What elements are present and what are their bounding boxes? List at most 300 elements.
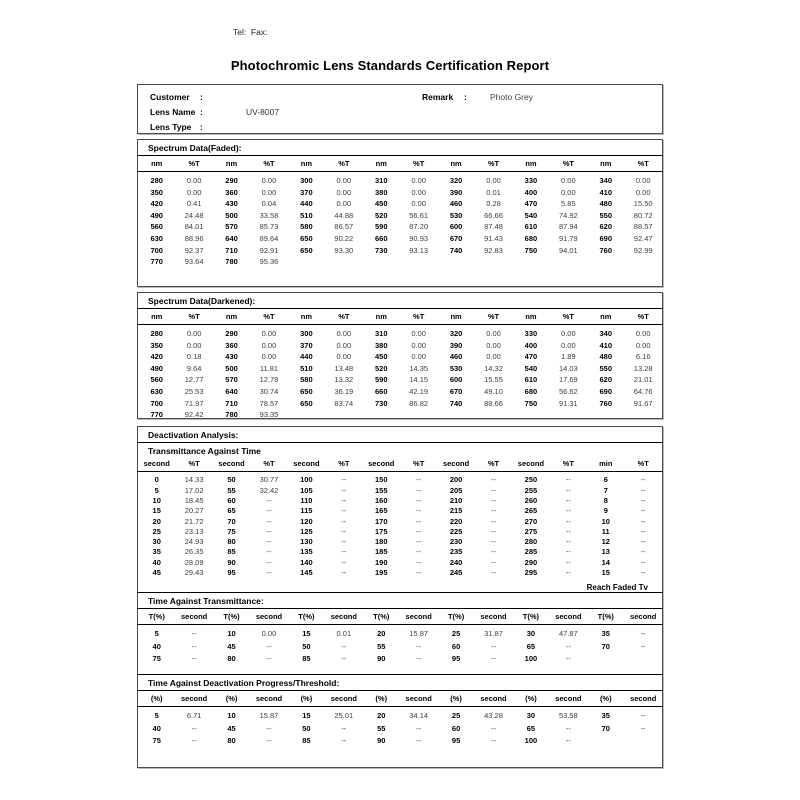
lens-name-label: Lens Name	[150, 106, 196, 117]
param-cell: 125	[300, 526, 313, 536]
value-cell: 13.32	[334, 375, 354, 385]
param-cell: 35	[601, 711, 610, 721]
param-cell: 580	[300, 222, 313, 232]
value-cell: 15.55	[484, 375, 503, 385]
value-cell: 80.72	[633, 210, 653, 220]
time-against-transmittance-title: Time Against Transmittance:	[138, 593, 662, 609]
value-cell: 95.36	[259, 257, 279, 267]
value-cell: --	[191, 723, 197, 733]
param-cell: 710	[225, 398, 238, 408]
param-cell: 275	[524, 526, 538, 536]
param-cell: 420	[150, 199, 163, 209]
param-cell: 290	[225, 176, 238, 186]
remark-value: Photo Grey	[490, 91, 533, 102]
param-cell: second	[517, 458, 545, 468]
value-cell: --	[491, 495, 496, 505]
param-cell: 400	[524, 187, 538, 197]
value-cell: %T	[562, 311, 574, 321]
value-cell: 0.41	[186, 199, 202, 209]
value-cell: 0.00	[561, 187, 576, 197]
value-cell: %T	[338, 158, 350, 168]
value-cell: --	[491, 735, 496, 745]
value-cell: %T	[338, 458, 350, 468]
param-cell: 580	[300, 375, 313, 385]
param-cell: 45	[152, 568, 161, 578]
value-cell: --	[565, 526, 571, 536]
value-cell: --	[266, 547, 272, 557]
param-cell: T(%)	[447, 611, 465, 621]
time-against-transmittance-table	[138, 625, 662, 665]
param-cell: 165	[374, 506, 388, 516]
param-cell: 15	[601, 568, 610, 578]
value-cell: --	[491, 485, 496, 495]
value-cell: 23.13	[184, 526, 204, 536]
param-cell: 530	[449, 210, 463, 220]
customer-row	[150, 89, 650, 104]
param-cell: 50	[227, 475, 236, 485]
value-cell: second	[480, 611, 507, 621]
param-cell: 710	[225, 245, 238, 255]
param-cell: 15	[152, 506, 161, 516]
value-cell: 0.01	[486, 187, 501, 197]
value-cell: 87.48	[484, 222, 503, 232]
param-cell: second	[293, 458, 320, 468]
value-cell: --	[341, 526, 347, 536]
value-cell: second	[555, 611, 582, 621]
value-cell: --	[640, 711, 646, 721]
spectrum-faded-table	[138, 172, 662, 268]
param-cell: 350	[150, 187, 163, 197]
param-cell: 600	[449, 222, 463, 232]
param-cell: 690	[599, 387, 613, 397]
param-cell: 460	[449, 352, 463, 362]
value-cell: 0.28	[486, 199, 501, 209]
value-cell: --	[416, 653, 422, 663]
param-cell: 5	[154, 485, 159, 495]
value-cell: 44.88	[334, 210, 354, 220]
param-cell: 65	[227, 506, 236, 516]
value-cell: 0.00	[561, 329, 576, 339]
param-cell: 45	[227, 723, 236, 733]
param-cell: 630	[150, 387, 163, 397]
value-cell: 0.00	[486, 329, 501, 339]
value-cell: 92.37	[184, 245, 204, 255]
value-cell: 91.31	[558, 398, 578, 408]
value-cell: --	[640, 495, 646, 505]
param-cell: 640	[225, 387, 238, 397]
param-cell: 5	[154, 711, 159, 721]
value-cell: %T	[562, 158, 574, 168]
value-cell: 85.73	[259, 222, 279, 232]
value-cell: --	[266, 653, 272, 663]
param-cell: T(%)	[373, 611, 390, 621]
value-cell: --	[491, 547, 496, 557]
value-cell: --	[341, 516, 347, 526]
value-cell: 0.00	[635, 340, 651, 350]
value-cell: %T	[338, 311, 350, 321]
param-cell: 380	[374, 340, 388, 350]
value-cell: --	[191, 735, 197, 745]
customer-colon: :	[200, 91, 203, 102]
param-cell: 90	[227, 557, 236, 567]
param-cell: 225	[449, 526, 463, 536]
value-cell: --	[565, 641, 571, 651]
param-cell: 750	[524, 398, 538, 408]
param-cell: T(%)	[597, 611, 614, 621]
value-cell: 30.74	[259, 387, 279, 397]
value-cell: --	[565, 506, 571, 516]
param-cell: 690	[599, 234, 613, 244]
param-cell: 7	[603, 485, 608, 495]
param-cell: 6	[603, 475, 608, 485]
param-cell: 490	[150, 210, 163, 220]
param-cell: 290	[225, 329, 238, 339]
param-cell: 75	[152, 735, 161, 745]
param-cell: 85	[302, 735, 311, 745]
value-cell: second	[630, 611, 657, 621]
param-cell: 5	[154, 629, 159, 639]
param-cell: 120	[300, 516, 313, 526]
table-row	[138, 175, 662, 187]
value-cell: 33.58	[259, 210, 279, 220]
value-cell: 93.30	[334, 245, 354, 255]
param-cell: 145	[300, 568, 313, 578]
param-cell: T(%)	[522, 611, 540, 621]
param-cell: 10	[227, 711, 236, 721]
value-cell: 1.89	[561, 352, 576, 362]
param-cell: 670	[449, 387, 463, 397]
param-cell: 220	[449, 516, 463, 526]
value-cell: 0.00	[261, 340, 277, 350]
value-cell: 0.00	[486, 176, 501, 186]
param-cell: 70	[601, 641, 610, 651]
value-cell: 88.96	[184, 234, 204, 244]
value-cell: %T	[263, 311, 275, 321]
param-cell: 185	[374, 547, 388, 557]
param-cell: 30	[526, 711, 536, 721]
table-row	[138, 485, 662, 495]
value-cell: 0.00	[411, 352, 426, 362]
value-cell: --	[341, 735, 347, 745]
param-cell: 500	[225, 210, 238, 220]
value-cell: --	[416, 641, 422, 651]
param-cell: nm	[300, 158, 313, 168]
time-against-threshold-title: Time Against Deactivation Progress/Threshold:	[138, 675, 662, 691]
value-cell: 93.64	[184, 257, 204, 267]
param-cell: (%)	[450, 693, 462, 703]
value-cell: %T	[263, 458, 275, 468]
param-cell: 560	[150, 375, 163, 385]
value-cell: --	[640, 641, 646, 651]
param-cell: 240	[449, 557, 463, 567]
value-cell: %T	[263, 158, 275, 168]
param-cell: 540	[524, 363, 538, 373]
table-row	[138, 233, 662, 245]
param-cell: 75	[152, 653, 161, 663]
value-cell: 0.04	[261, 199, 277, 209]
value-cell: 20.27	[184, 506, 204, 516]
value-cell: 24.48	[184, 210, 204, 220]
value-cell: %T	[487, 458, 500, 468]
param-cell: 750	[524, 245, 538, 255]
param-cell: 14	[601, 557, 610, 567]
param-cell: (%)	[525, 693, 537, 703]
table-row	[138, 475, 662, 485]
value-cell: 0.00	[411, 176, 426, 186]
param-cell: 260	[524, 495, 538, 505]
value-cell: 5.85	[561, 199, 576, 209]
value-cell: 14.15	[409, 375, 429, 385]
param-cell: 280	[150, 176, 163, 186]
value-cell: second	[630, 693, 657, 703]
table-row	[138, 351, 662, 363]
time-against-transmittance-header	[138, 609, 662, 625]
param-cell: 620	[599, 375, 613, 385]
value-cell: %T	[413, 311, 425, 321]
time-against-threshold-header	[138, 691, 662, 707]
value-cell: 0.00	[486, 352, 501, 362]
value-cell: 53.58	[558, 711, 578, 721]
param-cell: 370	[300, 340, 313, 350]
param-cell: 150	[374, 475, 388, 485]
value-cell: --	[640, 516, 646, 526]
param-cell: 450	[374, 199, 388, 209]
value-cell: --	[341, 537, 347, 547]
param-cell: 500	[225, 363, 238, 373]
value-cell: %T	[637, 458, 649, 468]
param-cell: second	[218, 458, 245, 468]
param-cell: min	[599, 458, 613, 468]
value-cell: 0.00	[561, 340, 576, 350]
value-cell: 90.22	[334, 234, 354, 244]
param-cell: 520	[374, 210, 388, 220]
param-cell: 400	[524, 340, 538, 350]
param-cell: 55	[377, 723, 386, 733]
lens-name-colon: :	[200, 106, 203, 117]
value-cell: 91.43	[484, 234, 503, 244]
value-cell: --	[565, 547, 571, 557]
value-cell: second	[555, 693, 582, 703]
param-cell: 470	[524, 199, 538, 209]
value-cell: --	[416, 516, 422, 526]
value-cell: --	[640, 557, 646, 567]
param-cell: 285	[524, 547, 538, 557]
table-row	[138, 506, 662, 516]
param-cell: 440	[300, 352, 313, 362]
value-cell: --	[266, 506, 272, 516]
value-cell: 92.99	[633, 245, 653, 255]
table-row	[138, 363, 662, 375]
param-cell: 11	[601, 526, 610, 536]
param-cell: 60	[451, 723, 461, 733]
param-cell: 630	[150, 234, 163, 244]
param-cell: 380	[374, 187, 388, 197]
table-row	[138, 611, 662, 622]
param-cell: 235	[449, 547, 463, 557]
param-cell: 610	[524, 222, 538, 232]
value-cell: --	[640, 506, 646, 516]
value-cell: --	[341, 653, 347, 663]
value-cell: --	[565, 475, 571, 485]
table-row	[138, 221, 662, 233]
table-row	[138, 409, 662, 419]
value-cell: --	[491, 506, 496, 516]
value-cell: 6.71	[186, 711, 202, 721]
remark-colon: :	[464, 91, 467, 102]
param-cell: 35	[152, 547, 161, 557]
transmittance-against-time-header	[138, 456, 662, 472]
param-cell: 20	[377, 711, 386, 721]
param-cell: nm	[225, 311, 238, 321]
table-row	[138, 710, 662, 722]
table-row	[138, 537, 662, 547]
value-cell: 0.00	[561, 176, 576, 186]
value-cell: 15.50	[633, 199, 653, 209]
value-cell: 17.02	[184, 485, 204, 495]
value-cell: 83.74	[334, 398, 354, 408]
remark-row	[422, 89, 533, 104]
value-cell: 47.87	[558, 629, 578, 639]
value-cell: --	[266, 723, 272, 733]
value-cell: %T	[637, 311, 649, 321]
value-cell: 0.00	[336, 340, 352, 350]
param-cell: 740	[449, 245, 463, 255]
param-cell: (%)	[599, 693, 612, 703]
value-cell: 0.00	[186, 340, 202, 350]
value-cell: --	[491, 723, 496, 733]
value-cell: --	[341, 495, 347, 505]
value-cell: 15.87	[409, 629, 429, 639]
value-cell: --	[565, 653, 571, 663]
value-cell: 0.00	[411, 329, 426, 339]
param-cell: nm	[225, 158, 238, 168]
value-cell: --	[416, 495, 422, 505]
value-cell: 31.87	[484, 629, 503, 639]
param-cell: 85	[227, 547, 236, 557]
param-cell: 610	[524, 375, 538, 385]
param-cell: nm	[300, 311, 313, 321]
param-cell: 370	[300, 187, 313, 197]
lens-name-row	[150, 104, 650, 119]
value-cell: 0.18	[186, 352, 202, 362]
param-cell: 100	[524, 735, 538, 745]
value-cell: 74.92	[558, 210, 578, 220]
value-cell: --	[341, 547, 347, 557]
transmittance-against-time-subtitle: Transmittance Against Time	[148, 446, 261, 456]
value-cell: 0.00	[635, 329, 651, 339]
value-cell: 14.03	[558, 363, 578, 373]
value-cell: --	[565, 537, 571, 547]
param-cell: 570	[225, 375, 238, 385]
param-cell: 15	[302, 711, 311, 721]
param-cell: 270	[524, 516, 538, 526]
value-cell: --	[341, 723, 347, 733]
value-cell: 13.28	[633, 363, 653, 373]
param-cell: nm	[151, 158, 163, 168]
value-cell: --	[565, 723, 571, 733]
value-cell: 13.48	[334, 363, 354, 373]
param-cell: 90	[377, 653, 386, 663]
param-cell: 140	[300, 557, 313, 567]
param-cell: 10	[152, 495, 161, 505]
table-row	[138, 328, 662, 340]
param-cell: 740	[449, 398, 463, 408]
param-cell: 100	[300, 475, 313, 485]
param-cell: 55	[227, 485, 236, 495]
param-cell: 460	[449, 199, 463, 209]
table-row	[138, 653, 662, 665]
param-cell: 135	[300, 547, 313, 557]
param-cell: 590	[374, 375, 388, 385]
param-cell: 760	[599, 245, 613, 255]
time-against-transmittance-subsection	[138, 592, 662, 674]
param-cell: 30	[526, 629, 536, 639]
table-row	[138, 210, 662, 222]
param-cell: 255	[524, 485, 538, 495]
param-cell: 105	[300, 485, 313, 495]
value-cell: --	[266, 568, 272, 578]
value-cell: 0.00	[261, 352, 277, 362]
value-cell: --	[491, 641, 496, 651]
value-cell: 0.00	[635, 176, 651, 186]
value-cell: --	[416, 475, 422, 485]
param-cell: 40	[152, 557, 161, 567]
value-cell: 15.87	[259, 711, 279, 721]
time-against-threshold-subsection	[138, 674, 662, 768]
param-cell: 650	[300, 234, 313, 244]
value-cell: %T	[413, 458, 425, 468]
value-cell: 87.94	[558, 222, 578, 232]
value-cell: 0.00	[411, 340, 426, 350]
table-row	[138, 340, 662, 352]
value-cell: --	[266, 735, 272, 745]
param-cell: 680	[524, 387, 538, 397]
value-cell: --	[640, 485, 646, 495]
spectrum-faded-section	[137, 139, 663, 287]
param-cell: (%)	[300, 693, 313, 703]
value-cell: 14.33	[184, 475, 204, 485]
param-cell: 700	[150, 245, 163, 255]
lens-name-value: UV-8007	[246, 106, 280, 117]
value-cell: 0.00	[186, 187, 202, 197]
param-cell: 10	[601, 516, 610, 526]
value-cell: --	[416, 568, 422, 578]
value-cell: %T	[188, 158, 200, 168]
value-cell: 29.43	[184, 568, 204, 578]
value-cell: second	[181, 611, 208, 621]
value-cell: --	[565, 516, 571, 526]
param-cell: 420	[150, 352, 163, 362]
param-cell: 510	[300, 210, 313, 220]
table-row	[138, 640, 662, 652]
value-cell: --	[640, 475, 646, 485]
param-cell: 310	[374, 176, 388, 186]
param-cell: 95	[451, 653, 461, 663]
param-cell: 530	[449, 363, 463, 373]
table-row	[138, 568, 662, 578]
param-cell: 115	[300, 506, 313, 516]
param-cell: 600	[449, 375, 463, 385]
value-cell: 14.32	[484, 363, 503, 373]
table-row	[138, 496, 662, 506]
value-cell: 92.47	[633, 234, 653, 244]
value-cell: 12.78	[259, 375, 279, 385]
param-cell: 245	[449, 568, 463, 578]
param-cell: 450	[374, 352, 388, 362]
value-cell: second	[255, 611, 283, 621]
value-cell: %T	[487, 158, 500, 168]
param-cell: nm	[525, 311, 537, 321]
